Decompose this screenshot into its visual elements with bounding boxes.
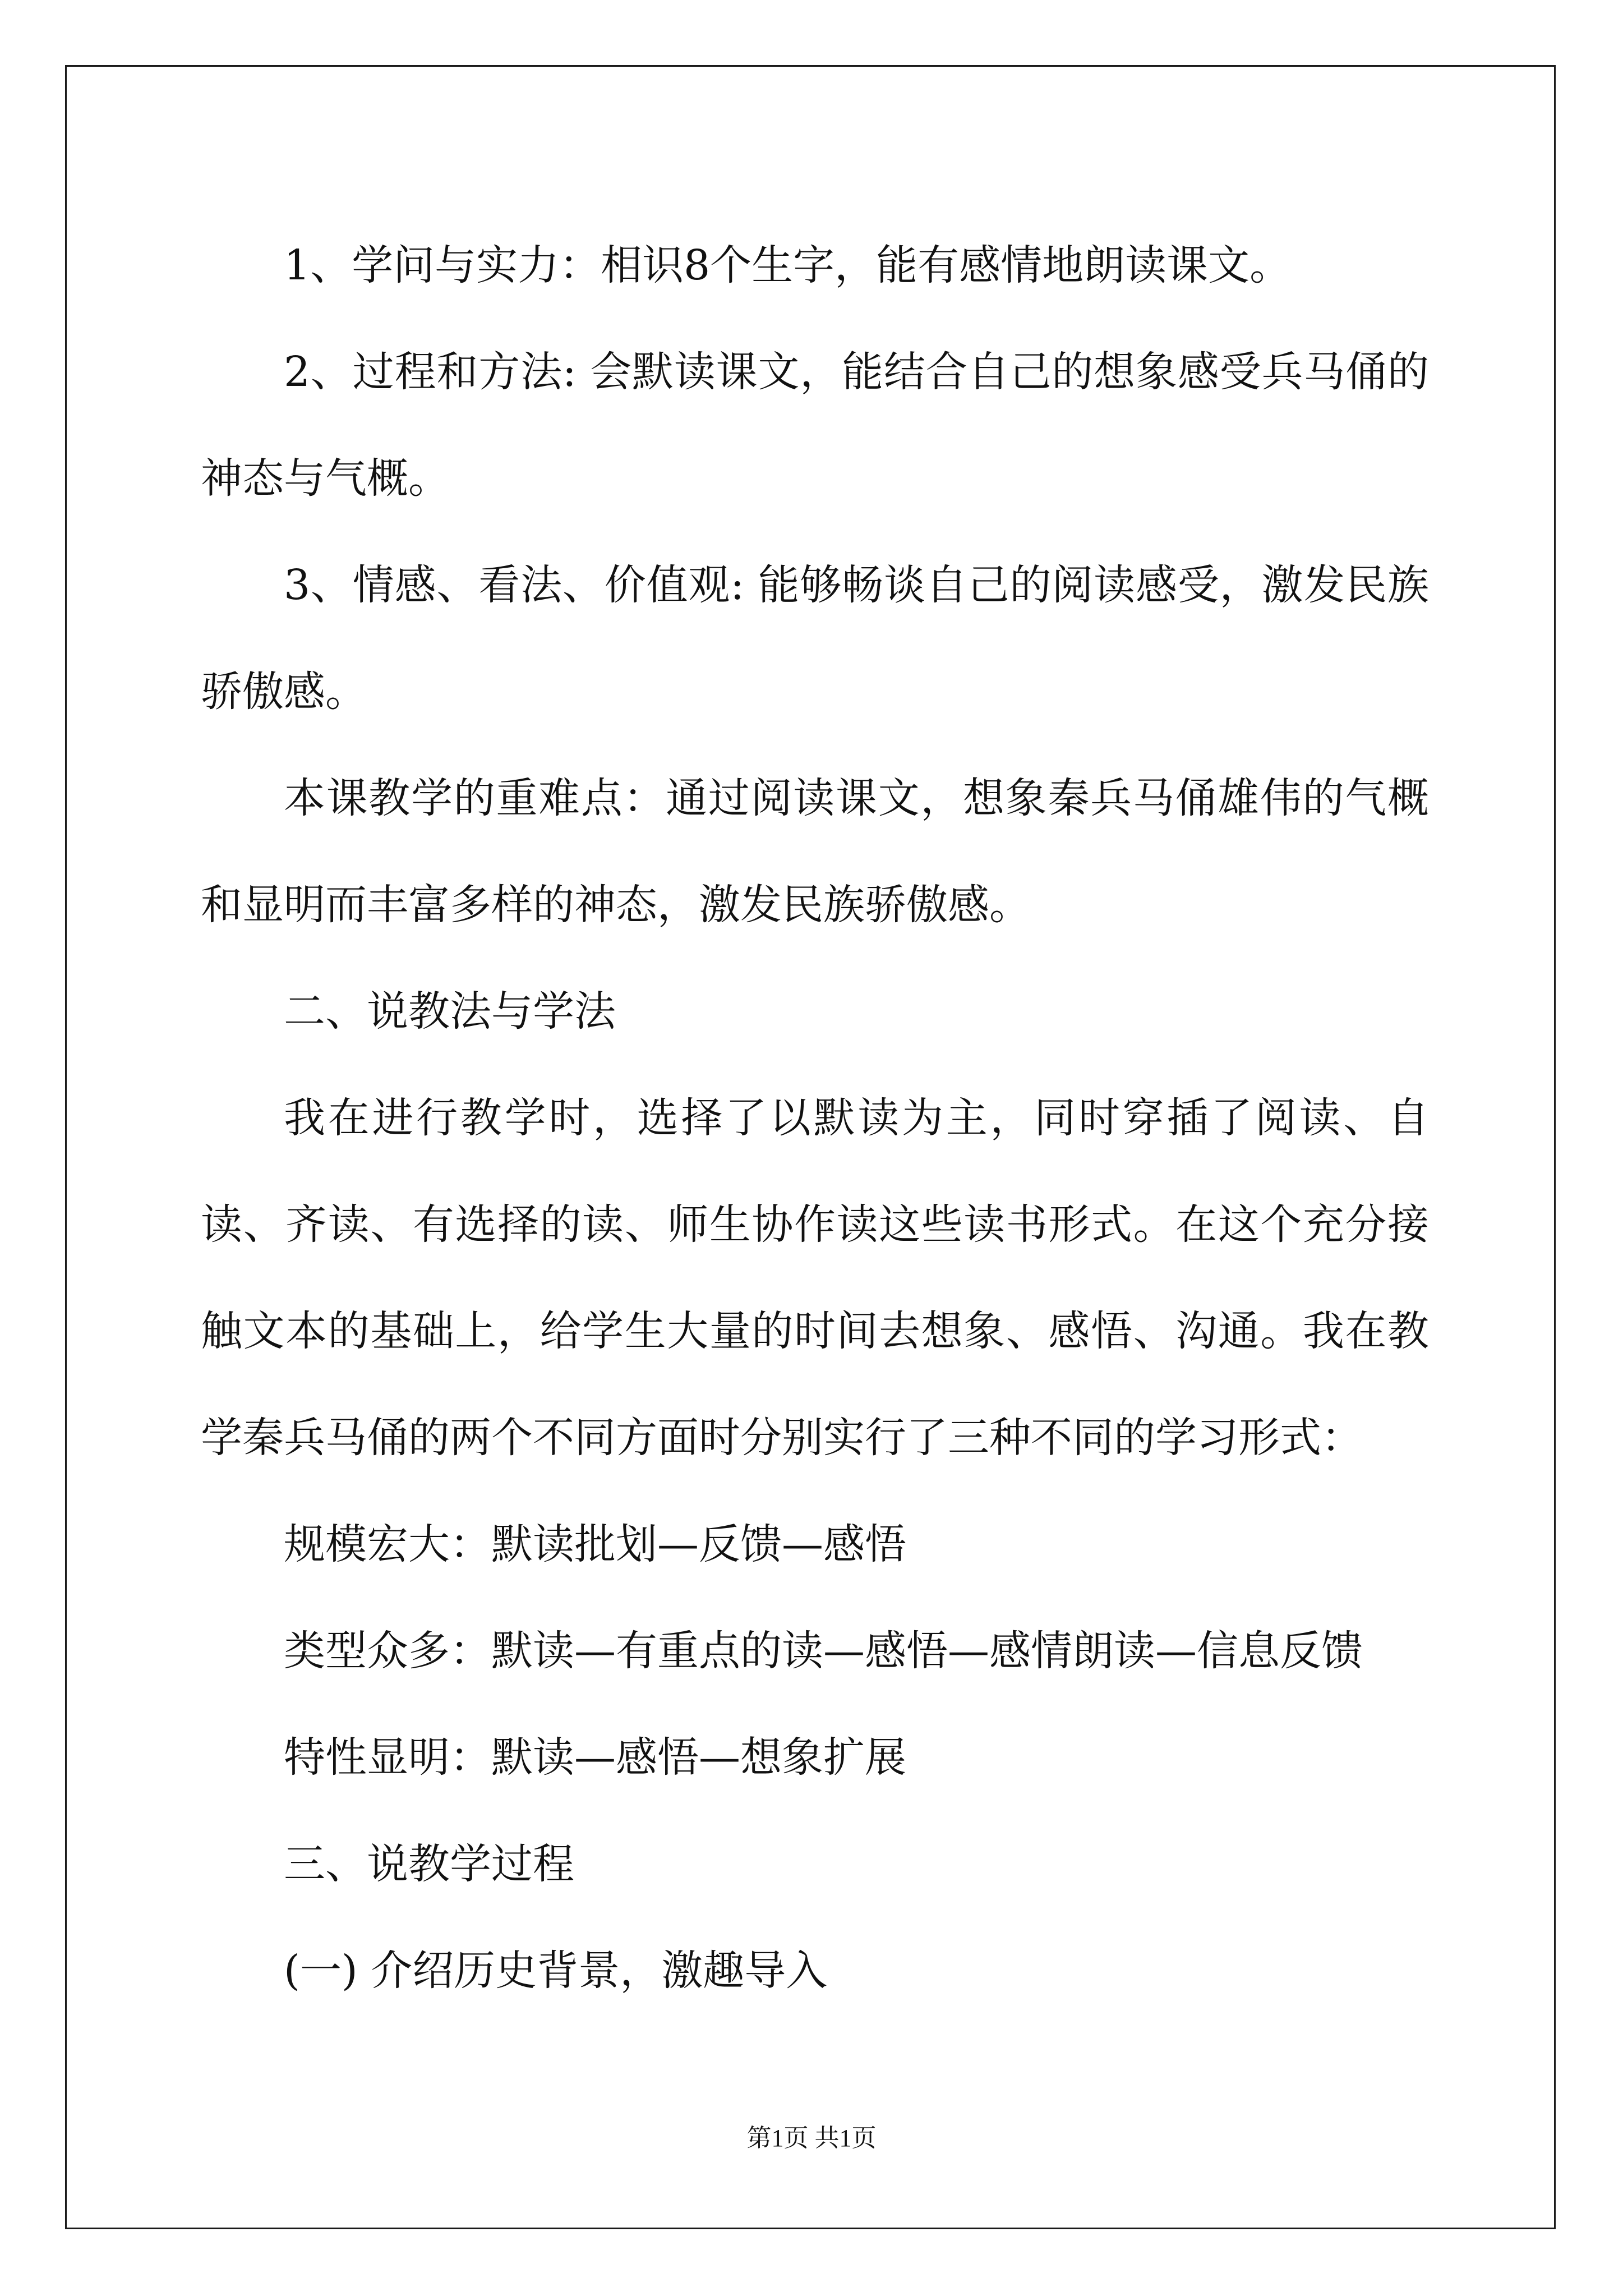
paragraph-goal-knowledge: 1、学问与实力：相识8个生字，能有感情地朗读课文。 [284,241,1292,289]
paragraph-goal-emotion: 3、情感、看法、价值观: 能够畅谈自己的阅读感受，激发民族骄傲感。 [201,561,1429,716]
section-heading-process: 三、说教学过程 [284,1840,574,1888]
paragraph-types: 类型众多：默读—有重点的读—感悟—感情朗读—信息反馈 [284,1627,1363,1675]
section-heading-methods: 二、说教法与学法 [284,987,616,1036]
subsection-heading-intro: (一) 介绍历史背景，激趣导入 [284,1947,828,1995]
paragraph-methods: 我在进行教学时，选择了以默读为主，同时穿插了阅读、自读、齐读、有选择的读、师生协作读这些读书形式。在这个充分接触文本的基础上，给学生大量的时间去想象、感悟、沟通。我在教学秦兵马俑的两个不同方面时分别实行了三种不同的学习形式： [201,1094,1429,1462]
paragraph-features: 特性显明：默读—感悟—想象扩展 [284,1733,906,1782]
document-body [201,212,1429,2024]
paragraph-key-points: 本课教学的重难点：通过阅读课文，想象秦兵马俑雄伟的气概和显明而丰富多样的神态，激发民族骄傲感。 [201,774,1429,929]
paragraph-goal-process: 2、过程和方法: 会默读课文，能结合自己的想象感受兵马俑的神态与气概。 [201,348,1429,503]
paragraph-scale: 规模宏大：默读批划—反馈—感悟 [284,1520,906,1568]
page-footer: 第1页 共1页 [746,2124,877,2152]
